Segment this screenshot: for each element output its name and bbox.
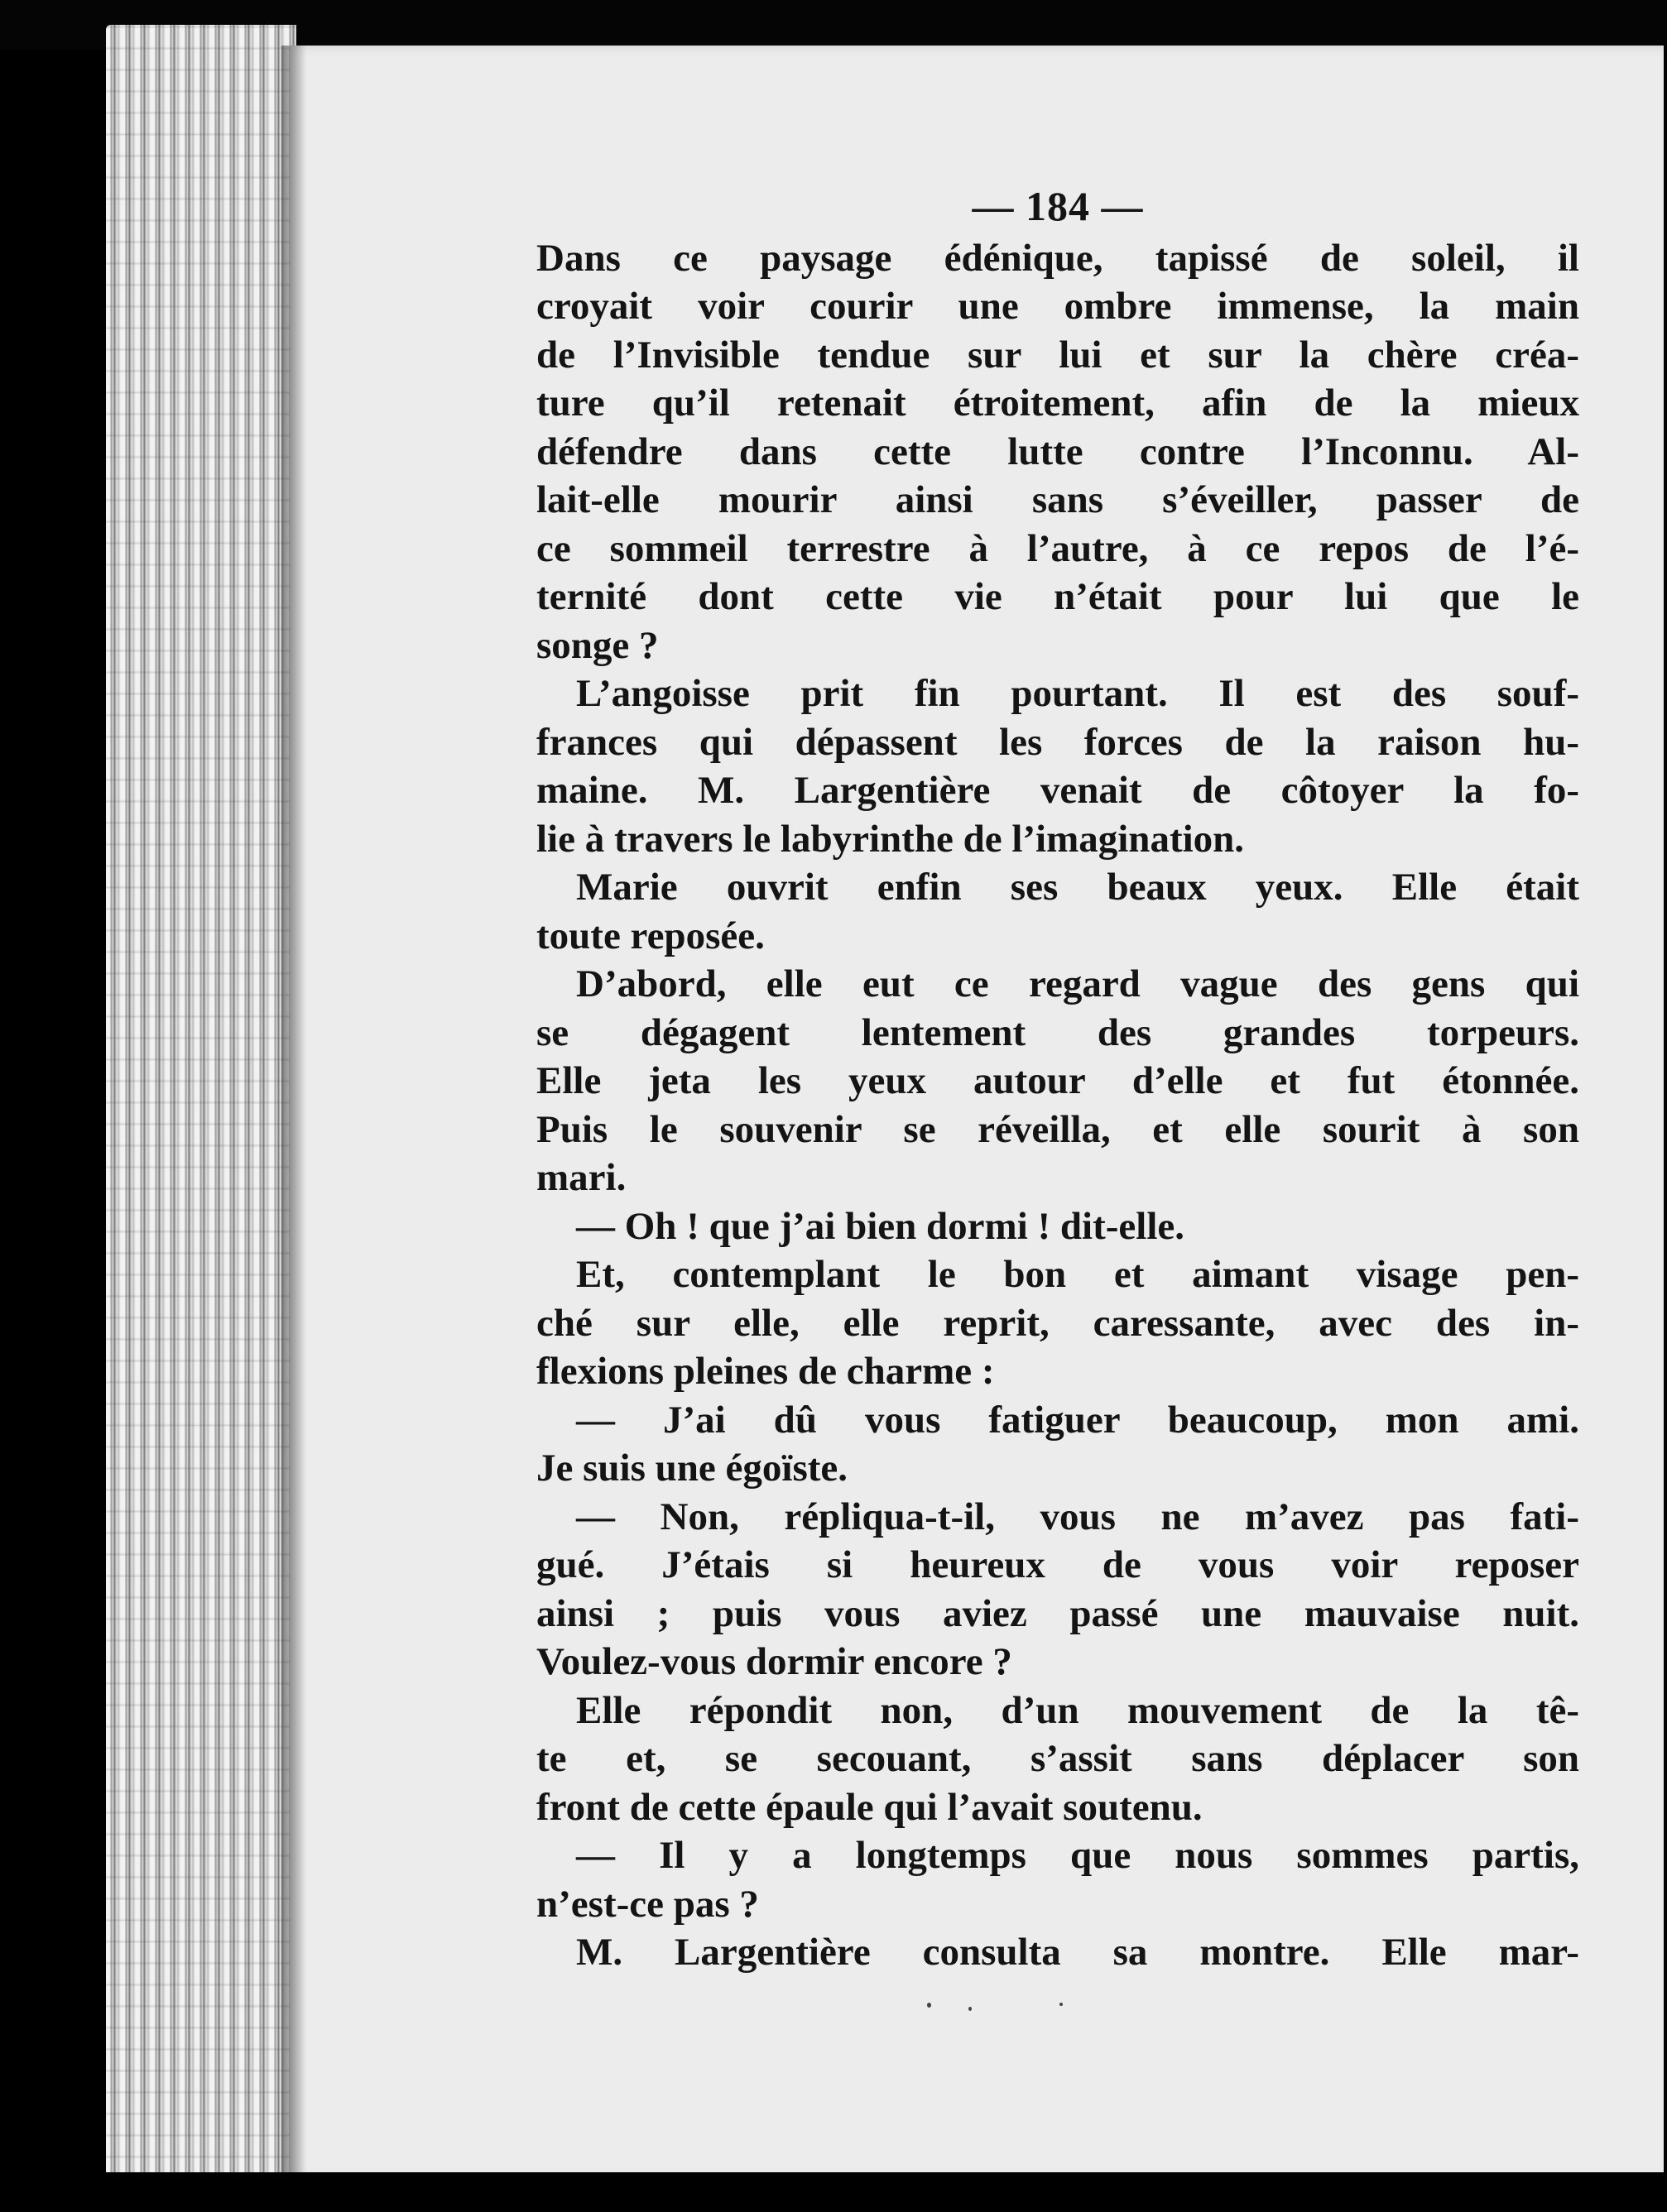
text-line: gué. J’étais si heureux de vous voir reposer <box>536 1543 1579 1586</box>
text-line: M. Largentière consulta sa montre. Elle mar- <box>576 1931 1579 1974</box>
page-number: — 184 — <box>972 183 1144 229</box>
text-line: lie à travers le labyrinthe de l’imagination. <box>536 817 1245 861</box>
text-line: de l’Invisible tendue sur lui et sur la chère créa- <box>536 333 1579 377</box>
text-line: Et, contemplant le bon et aimant visage pen- <box>576 1253 1579 1296</box>
text-line: Elle jeta les yeux autour d’elle et fut étonnée. <box>536 1059 1579 1102</box>
dust-speck <box>968 2007 972 2011</box>
text-line: D’abord, elle eut ce regard vague des gens qui <box>576 962 1579 1005</box>
text-line: maine. M. Largentière venait de côtoyer la fo- <box>536 769 1579 812</box>
text-line: ce sommeil terrestre à l’autre, à ce repos de l’é- <box>536 526 1579 570</box>
text-line: se dégagent lentement des grandes torpeurs. <box>536 1010 1579 1054</box>
text-lines <box>536 234 1579 1977</box>
text-line: — J’ai dû vous fatiguer beaucoup, mon ami. <box>576 1398 1579 1442</box>
dust-speck <box>1059 2003 1063 2006</box>
text-line: ternité dont cette vie n’était pour lui que le <box>536 575 1579 618</box>
text-line: ture qu’il retenait étroitement, afin de la mieux <box>536 381 1579 425</box>
text-line: mari. <box>536 1156 627 1199</box>
text-line: frances qui dépassent les forces de la raison hu- <box>536 720 1579 764</box>
book-page-edges <box>106 25 296 2176</box>
text-line: songe ? <box>536 623 659 667</box>
text-line: — Non, répliqua-t-il, vous ne m’avez pas fati- <box>576 1495 1579 1538</box>
text-line: L’angoisse prit fin pourtant. Il est des souf- <box>576 672 1579 715</box>
text-line: Puis le souvenir se réveilla, et elle sourit à son <box>536 1107 1579 1151</box>
gutter-shadow <box>281 46 306 2181</box>
dust-speck <box>927 2003 931 2008</box>
text-line: n’est-ce pas ? <box>536 1882 759 1926</box>
text-line: Dans ce paysage édénique, tapissé de soleil, il <box>536 236 1579 280</box>
text-line: ainsi ; puis vous aviez passé une mauvaise nuit. <box>536 1591 1579 1635</box>
text-line: Voulez-vous dormir encore ? <box>536 1640 1012 1683</box>
text-line: — Oh ! que j’ai bien dormi ! dit-elle. <box>576 1204 1184 1248</box>
text-line: — Il y a longtemps que nous sommes partis, <box>576 1834 1579 1877</box>
text-line: front de cette épaule qui l’avait soutenu. <box>536 1785 1203 1829</box>
text-line: Marie ouvrit enfin ses beaux yeux. Elle était <box>576 866 1579 909</box>
text-line: Elle répondit non, d’un mouvement de la tê- <box>576 1688 1579 1732</box>
text-line: toute reposée. <box>536 914 765 957</box>
text-line: lait-elle mourir ainsi sans s’éveiller, passer de <box>536 478 1579 521</box>
text-line: croyait voir courir une ombre immense, la main <box>536 285 1579 328</box>
text-line: défendre dans cette lutte contre l’Inconnu. Al- <box>536 429 1579 473</box>
text-line: te et, se secouant, s’assit sans déplacer son <box>536 1737 1579 1780</box>
text-line: flexions pleines de charme : <box>536 1350 995 1393</box>
text-line: Je suis une égoïste. <box>536 1447 848 1490</box>
scan-bottom-border <box>0 2172 1667 2212</box>
text-line: ché sur elle, elle reprit, caressante, avec des in- <box>536 1301 1579 1345</box>
page-text-block <box>536 182 1579 1977</box>
